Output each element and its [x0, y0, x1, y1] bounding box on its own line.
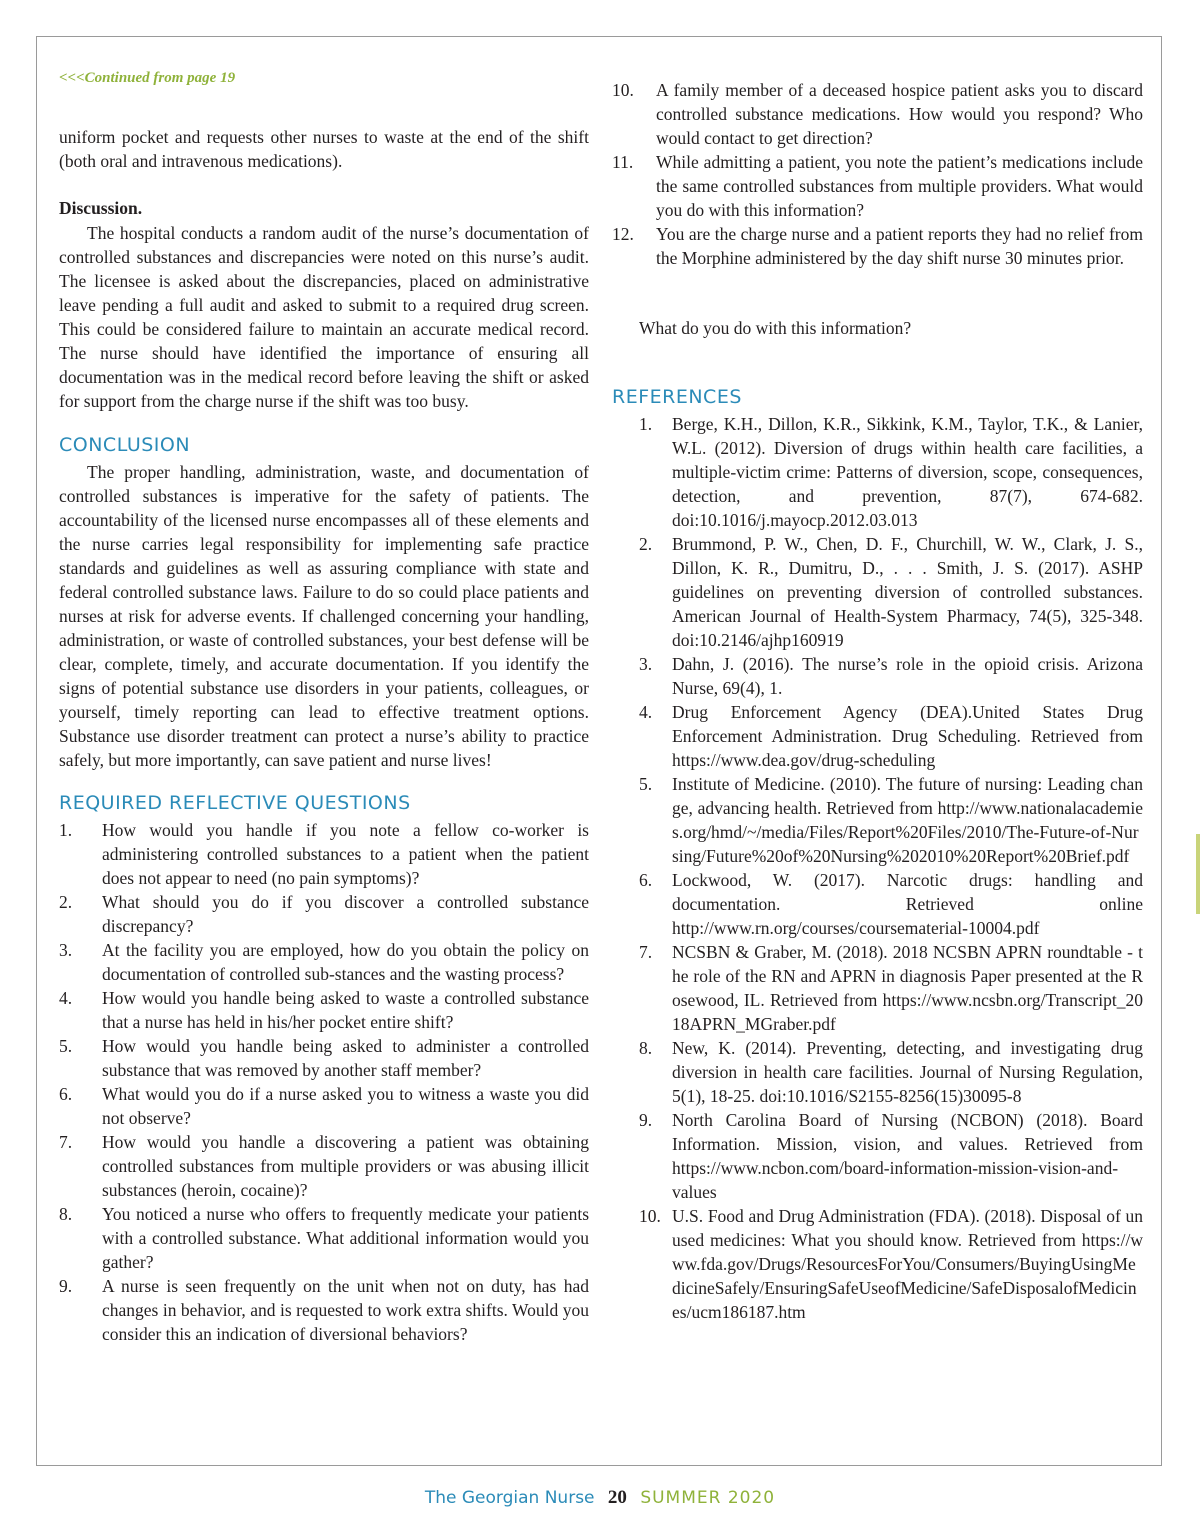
question-text: You are the charge nurse and a patient reports they had no relief from the Morphine administered by the day shift nurse 30 minutes prior. [656, 224, 1143, 268]
list-item [59, 1082, 589, 1130]
list-number: 5. [639, 774, 653, 794]
list-item [612, 532, 1143, 652]
list-item [59, 1130, 589, 1202]
page-footer [0, 1487, 1200, 1509]
list-item [612, 78, 1143, 150]
list-number: 2. [59, 892, 73, 912]
question-text: A nurse is seen frequently on the unit when not on duty, has had changes in behavior, and is requested to work extra shifts. Would you consider this an indication of diversional behaviors? [102, 1276, 589, 1344]
list-item [612, 1204, 1143, 1324]
questions-heading: REQUIRED REFLECTIVE QUESTIONS [59, 792, 411, 814]
reference-text: U.S. Food and Drug Administration (FDA). (2018). Disposal of unused medicines: What you should know. Retrieved from https://www.fda.gov/Drugs/ResourcesForYou/Consumers/BuyingUsingMedicineSafely/EnsuringSafeUseofMedicine/SafeDisposalofMedicines/ucm186187.htm [672, 1206, 1143, 1322]
discussion-paragraph: The hospital conducts a random audit of the nurse’s documentation of controlled substances and discrepancies were noted on this nurse’s audit. The licensee is asked about the discrepancies, placed on administrative leave pending a full audit and asked to submit to a required drug screen. This could be considered failure to maintain an accurate medical record. The nurse should have identified the importance of ensuring all documentation was in the medical record before leaving the shift or asked for support from the charge nurse if the shift was too busy. [59, 223, 589, 411]
list-item [612, 1108, 1143, 1204]
intro-paragraph: uniform pocket and requests other nurses to waste at the end of the shift (both oral and intravenous medications). [59, 127, 589, 171]
list-number: 4. [639, 702, 653, 722]
reference-text: North Carolina Board of Nursing (NCBON) (2018). Board Information. Mission, vision, and values. Retrieved from https://www.ncbon.com/board-information-mission-vision-and-values [672, 1110, 1143, 1202]
edge-tab-marker [1196, 834, 1200, 914]
reflective-questions-continued [612, 78, 1143, 270]
list-number: 10. [612, 80, 634, 100]
list-item [59, 938, 589, 986]
list-number: 1. [59, 820, 73, 840]
question-text: A family member of a deceased hospice patient asks you to discard controlled substance medications. How would you respond? Who would contact to get direction? [656, 80, 1143, 148]
page-number: 20 [607, 1487, 627, 1508]
list-number: 9. [639, 1110, 653, 1130]
list-item [59, 1034, 589, 1082]
list-number: 6. [59, 1084, 73, 1104]
conclusion-paragraph: The proper handling, administration, waste, and documentation of controlled substances is imperative for the safety of patients. The accountability of the licensed nurse encompasses all of these elements and the nurse carries legal responsibility for implementing safe practice standards and guidelines as well as assuring compliance with state and federal controlled substance laws. Failure to do so could place patients and nurses at risk for adverse events. If challenged concerning your handling, administration, or waste of controlled substances, your best defense will be clear, complete, timely, and accurate documentation. If you identify the signs of potential substance use disorders in your patients, colleagues, or yourself, timely reporting can lead to effective treatment options. Substance use disorder treatment can protect a nurse’s ability to practice safely, but more importantly, can save patient and nurse lives! [59, 462, 589, 770]
references-list [612, 412, 1143, 1324]
list-number: 3. [639, 654, 653, 674]
magazine-title: The Georgian Nurse [424, 1488, 595, 1508]
list-item [59, 1202, 589, 1274]
list-number: 11. [612, 152, 634, 172]
list-item [612, 700, 1143, 772]
continued-from-link[interactable]: <<<Continued from page 19 [59, 70, 236, 86]
reference-text: New, K. (2014). Preventing, detecting, and investigating drug diversion in health care facilities. Journal of Nursing Regulation, 5(1), 18-25. doi:10.1016/S2155-8256(15)30095-8 [672, 1038, 1143, 1106]
list-item [612, 868, 1143, 940]
list-item [612, 150, 1143, 222]
list-number: 2. [639, 534, 653, 554]
reference-text: Brummond, P. W., Chen, D. F., Churchill, W. W., Clark, J. S., Dillon, K. R., Dumitru, D., . . . Smith, J. S. (2017). ASHP guidelines on preventing diversion of controlled substances. American Journal of Health-System Pharmacy, 74(5), 325-348. doi:10.2146/ajhp160919 [672, 534, 1143, 650]
list-number: 7. [639, 942, 653, 962]
list-number: 8. [639, 1038, 653, 1058]
list-item [59, 890, 589, 938]
list-number: 7. [59, 1132, 73, 1152]
question-text: At the facility you are employed, how do you obtain the policy on documentation of controlled sub-stances and the wasting process? [102, 940, 589, 984]
question-text: How would you handle being asked to waste a controlled substance that a nurse has held in his/her pocket entire shift? [102, 988, 589, 1032]
list-item [612, 940, 1143, 1036]
reference-text: Drug Enforcement Agency (DEA).United States Drug Enforcement Administration. Drug Scheduling. Retrieved from https://www.dea.gov/drug-scheduling [672, 702, 1143, 770]
list-number: 5. [59, 1036, 73, 1056]
question-text: What should you do if you discover a controlled substance discrepancy? [102, 892, 589, 936]
list-item [612, 222, 1143, 270]
reference-text: Institute of Medicine. (2010). The future of nursing: Leading change, advancing health. Retrieved from http://www.nationalacademies.org/hmd/~/media/Files/Report%20Files/2010/The-Future-of-Nursing/Future%20of%20Nursing%202010%20Report%20Brief.pdf [672, 774, 1143, 866]
reference-text: Dahn, J. (2016). The nurse’s role in the opioid crisis. Arizona Nurse, 69(4), 1. [672, 654, 1143, 698]
list-number: 1. [639, 414, 653, 434]
question-text: How would you handle if you note a fellow co-worker is administering controlled substances to a patient when the patient does not appear to need (no pain symptoms)? [102, 820, 589, 888]
list-number: 9. [59, 1276, 73, 1296]
question-text: How would you handle a discovering a patient was obtaining controlled substances from multiple providers or was abusing illicit substances (heroin, cocaine)? [102, 1132, 589, 1200]
list-number: 10. [639, 1206, 661, 1226]
list-number: 12. [612, 224, 634, 244]
list-item [59, 818, 589, 890]
reference-text: NCSBN & Graber, M. (2018). 2018 NCSBN APRN roundtable - the role of the RN and APRN in diagnosis Paper presented at the Rosewood, IL. Retrieved from https://www.ncsbn.org/Transcript_2018APRN_MGraber.pdf [672, 942, 1143, 1034]
list-number: 6. [639, 870, 653, 890]
issue-label: SUMMER 2020 [640, 1488, 776, 1508]
question-text: While admitting a patient, you note the patient’s medications include the same controlled substances from multiple providers. What would you do with this information? [656, 152, 1143, 220]
conclusion-heading: CONCLUSION [59, 434, 191, 456]
references-heading: REFERENCES [612, 386, 742, 408]
reference-text: Berge, K.H., Dillon, K.R., Sikkink, K.M., Taylor, T.K., & Lanier, W.L. (2012). Diversion of drugs within health care facilities, a multiple-victim crime: Patterns of diversion, scope, consequences, detection, and prevention, 87(7), 674-682. doi:10.1016/j.mayocp.2012.03.013 [672, 414, 1143, 530]
list-item [612, 772, 1143, 868]
list-item [59, 1274, 589, 1346]
question-text: How would you handle being asked to administer a controlled substance that was removed by another staff member? [102, 1036, 589, 1080]
reflective-questions-list [59, 818, 589, 1346]
list-item [612, 412, 1143, 532]
question-text: What would you do if a nurse asked you to witness a waste you did not observe? [102, 1084, 589, 1128]
followup-question: What do you do with this information? [639, 318, 912, 338]
list-number: 8. [59, 1204, 73, 1224]
list-item [612, 1036, 1143, 1108]
list-number: 3. [59, 940, 73, 960]
list-item [59, 986, 589, 1034]
discussion-heading: Discussion. [59, 198, 143, 218]
list-item [612, 652, 1143, 700]
reference-text: Lockwood, W. (2017). Narcotic drugs: handling and documentation. Retrieved online http://www.rn.org/courses/coursematerial-10004.pdf [672, 870, 1143, 938]
question-text: You noticed a nurse who offers to frequently medicate your patients with a controlled substance. What additional information would you gather? [102, 1204, 589, 1272]
list-number: 4. [59, 988, 73, 1008]
